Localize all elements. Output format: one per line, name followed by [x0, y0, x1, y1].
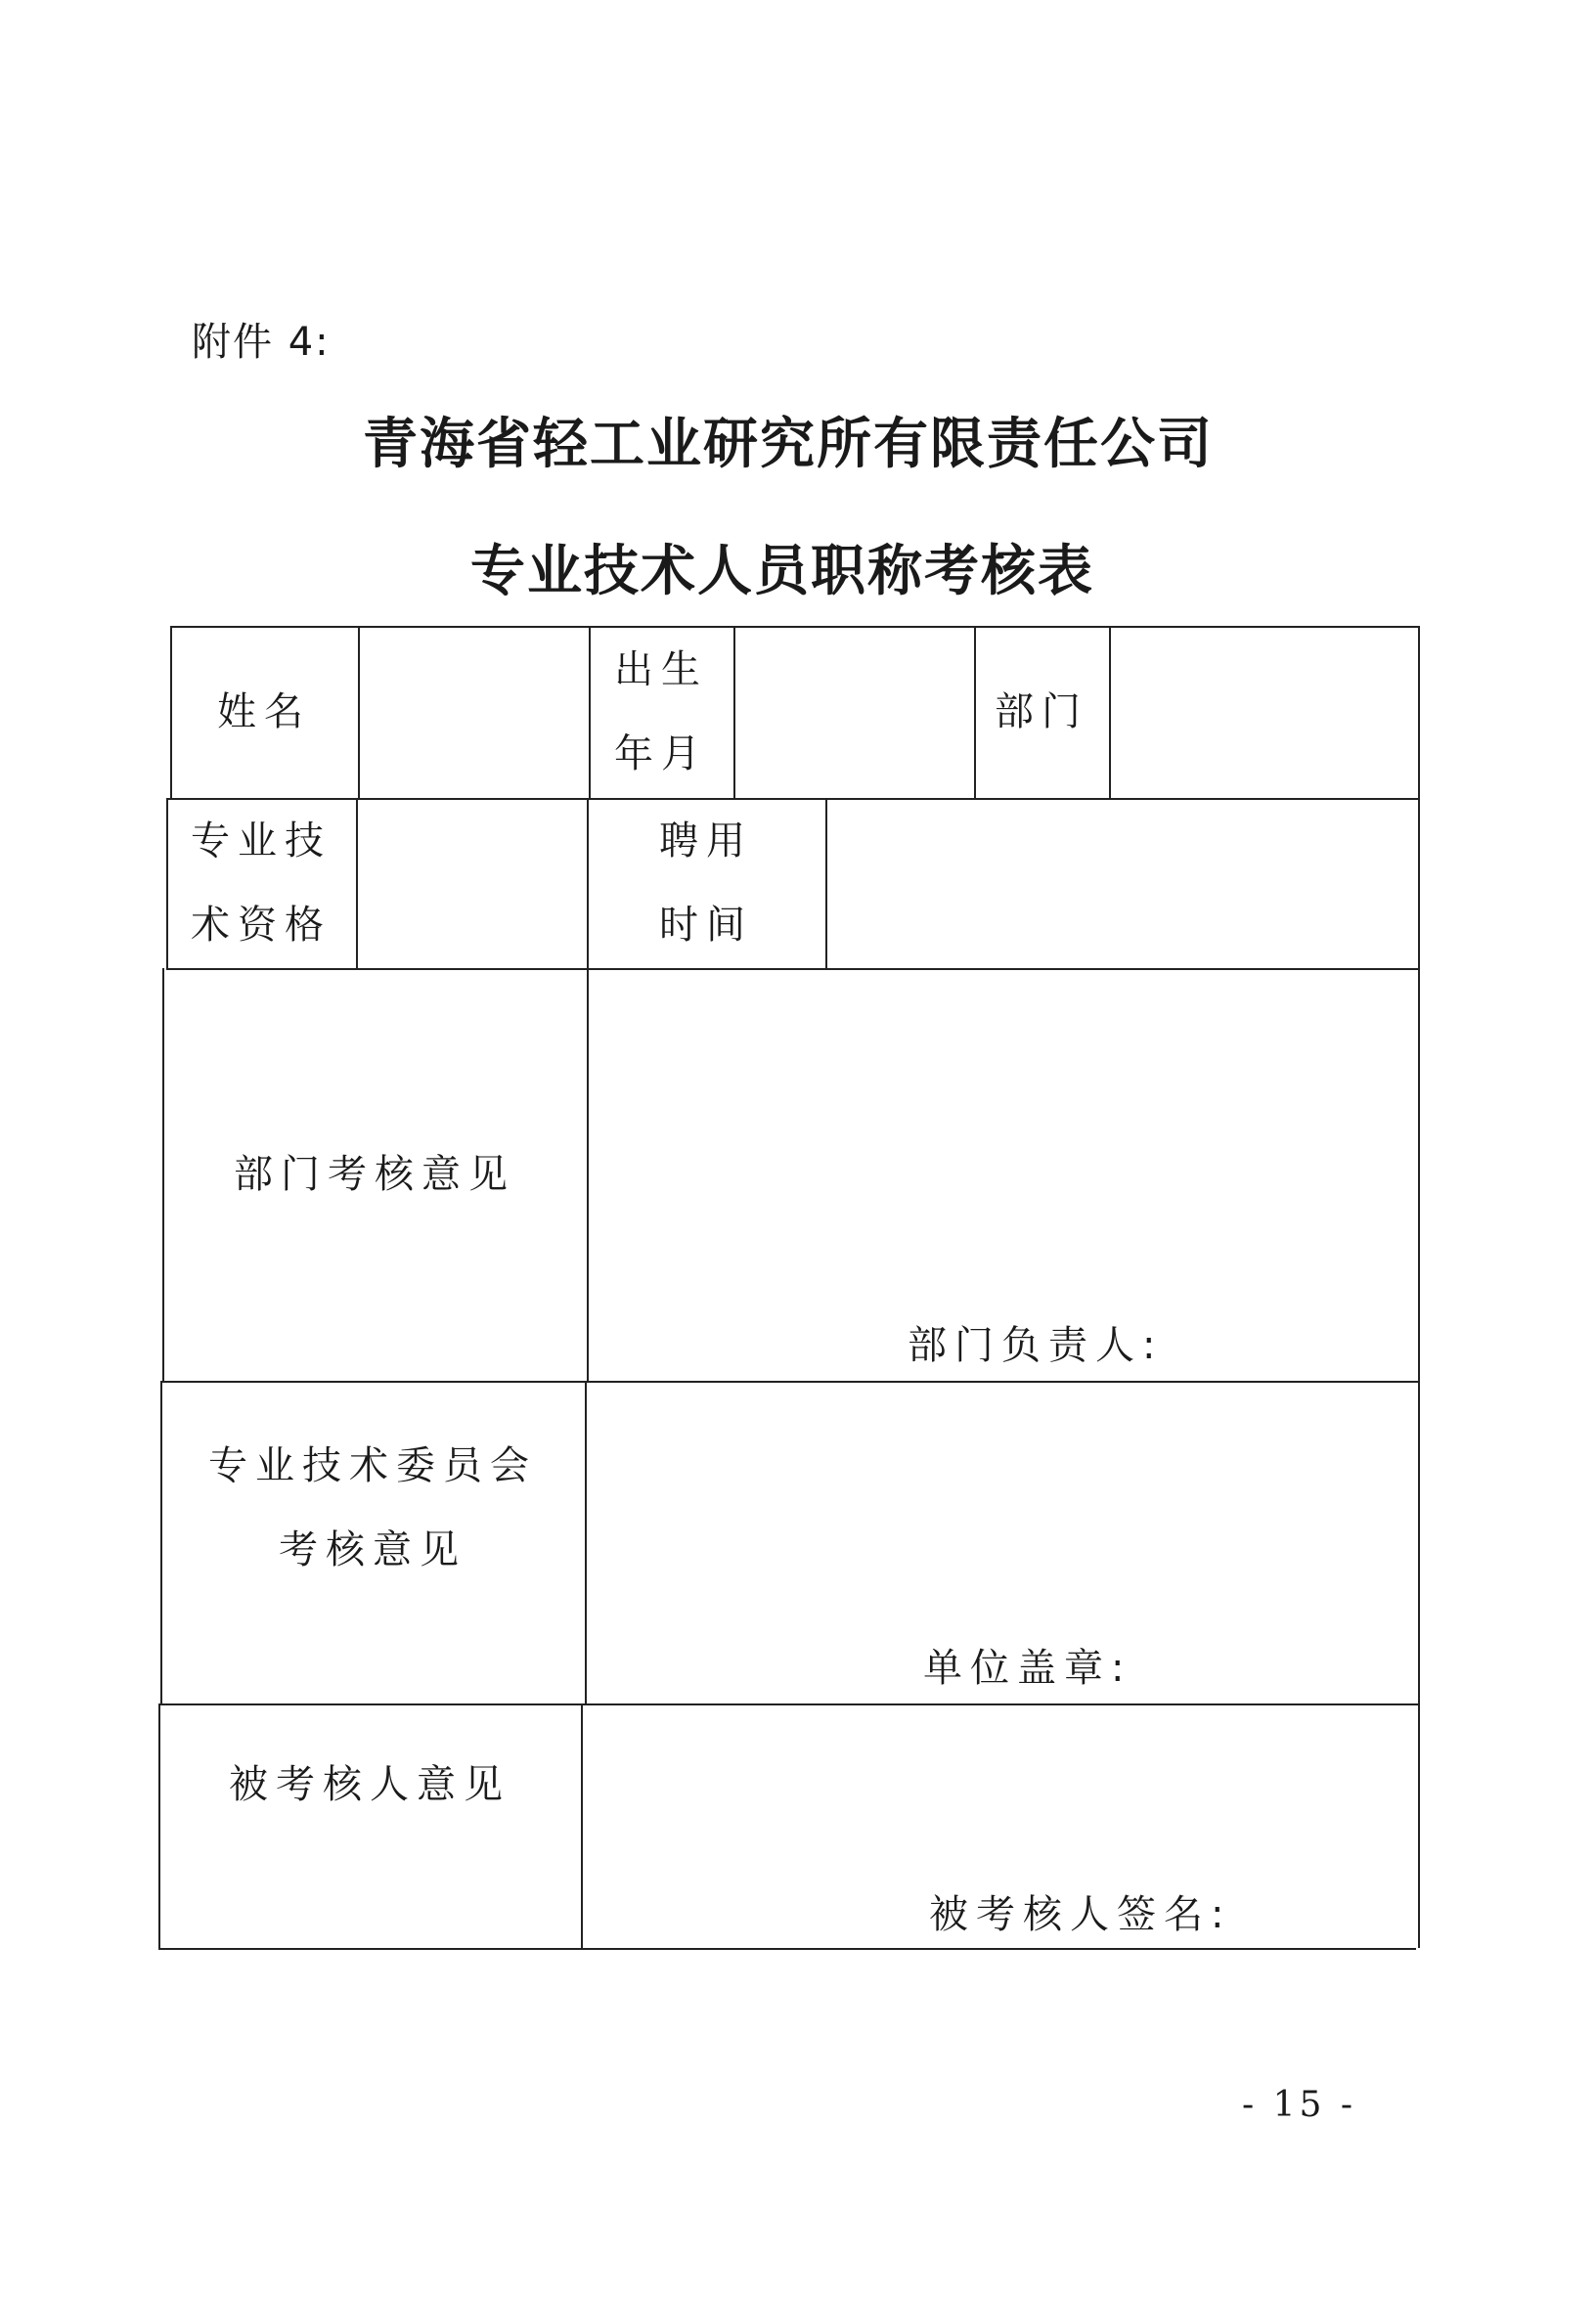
page-number: - 15 -	[1242, 2085, 1357, 2125]
dept-head-signature-label: 部门负责人:	[908, 1323, 1164, 1368]
hire-field[interactable]	[827, 800, 1416, 966]
committee-review-label	[160, 1381, 585, 1635]
qualification-label	[166, 798, 356, 968]
dept-label-text: 部门	[995, 689, 1088, 734]
table-border-bottom	[158, 1948, 1416, 1950]
qualification-label-line1: 专业技	[191, 818, 332, 863]
form-title: 专业技术人员职称考核表	[470, 539, 1094, 603]
dept-label	[974, 626, 1109, 798]
dept-review-label	[162, 968, 587, 1381]
dept-review-label-text: 部门考核意见	[234, 1152, 515, 1197]
birth-label	[589, 626, 733, 798]
birth-label-line2: 年月	[614, 731, 708, 776]
table-border-right	[1418, 626, 1420, 1948]
committee-review-label-line1: 专业技术委员会	[208, 1443, 537, 1488]
dept-field[interactable]	[1111, 628, 1416, 796]
examinee-opinion-label-text: 被考核人意见	[229, 1762, 510, 1807]
birth-field[interactable]	[735, 628, 972, 796]
unit-seal-label: 单位盖章:	[923, 1646, 1132, 1691]
name-field[interactable]	[360, 628, 587, 796]
hire-label	[587, 798, 825, 968]
hire-label-line1: 聘用	[659, 818, 753, 863]
qualification-field[interactable]	[358, 800, 585, 966]
examinee-signature-label: 被考核人签名:	[929, 1892, 1232, 1937]
company-title: 青海省轻工业研究所有限责任公司	[363, 412, 1214, 476]
attachment-label: 附件 4:	[192, 320, 331, 365]
hire-label-line2: 时间	[659, 903, 753, 948]
name-label-text: 姓名	[217, 689, 311, 734]
name-label	[170, 626, 358, 798]
committee-review-label-line2: 考核意见	[279, 1527, 466, 1572]
birth-label-line1: 出生	[614, 647, 708, 692]
examinee-opinion-label	[158, 1703, 581, 1948]
qualification-label-line2: 术资格	[191, 903, 332, 948]
